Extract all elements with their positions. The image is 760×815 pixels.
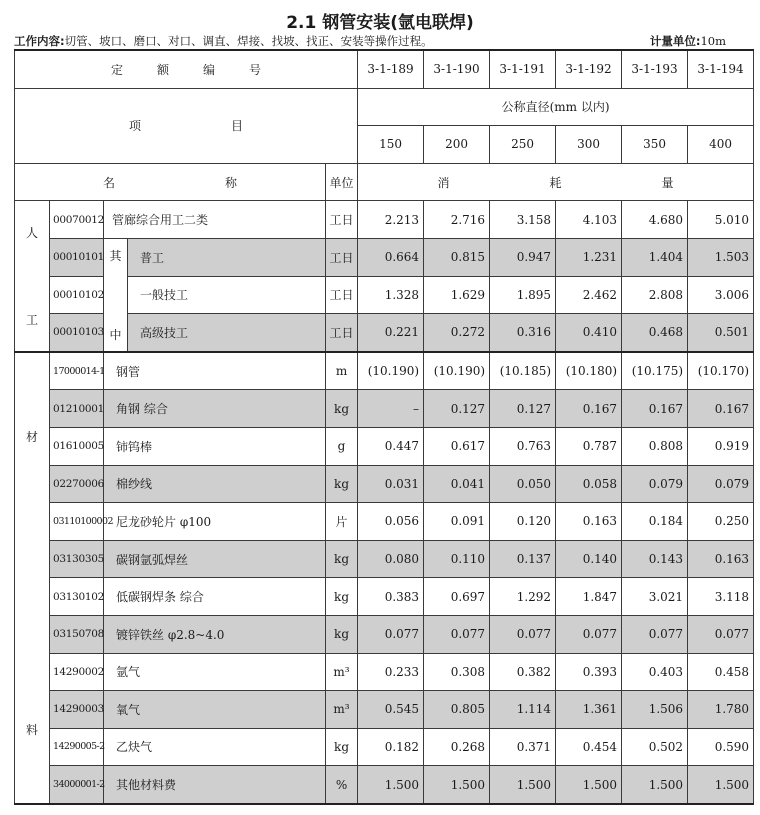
sub-char: 中 (109, 327, 122, 342)
consumption-value: 0.410 (556, 314, 622, 352)
item-unit: m (326, 352, 358, 390)
work-content-label: 工作内容: (14, 34, 65, 48)
sub-char: 其 (109, 248, 122, 263)
consumption-value: 5.010 (688, 201, 754, 239)
consumption-value: 0.167 (688, 390, 754, 428)
item-name: 乙炔气 (104, 728, 326, 766)
consumption-value: 0.079 (688, 465, 754, 503)
material-row (15, 427, 754, 465)
consumption-value: 1.500 (556, 766, 622, 804)
consumption-value: 0.617 (424, 427, 490, 465)
item-unit: kg (326, 465, 358, 503)
unit-col-label: 单位 (326, 163, 358, 201)
consumption-value: 0.127 (490, 390, 556, 428)
consumption-value: 0.163 (556, 503, 622, 541)
material-row (15, 578, 754, 616)
item-unit: kg (326, 578, 358, 616)
consumption-value: 0.167 (622, 390, 688, 428)
consumption-value: 1.361 (556, 691, 622, 729)
consumption-value: 0.077 (358, 615, 424, 653)
material-row (15, 352, 754, 390)
material-row (15, 465, 754, 503)
consumption-value: 1.500 (622, 766, 688, 804)
consumption-value: 2.462 (556, 276, 622, 314)
consumption-value: 0.091 (424, 503, 490, 541)
quota-code: 3-1-190 (424, 50, 490, 88)
quota-code-row (15, 50, 754, 88)
consumption-value: 0.805 (424, 691, 490, 729)
consumption-value: 0.250 (688, 503, 754, 541)
item-unit: g (326, 427, 358, 465)
consumption-value: 0.393 (556, 653, 622, 691)
consumption-value: 3.118 (688, 578, 754, 616)
measure-unit (650, 33, 726, 49)
material-row (15, 766, 754, 804)
consumption-value: 0.080 (358, 540, 424, 578)
material-row (15, 615, 754, 653)
consumption-value: 1.780 (688, 691, 754, 729)
item-name: 碳钢氩弧焊丝 (104, 540, 326, 578)
consumption-value: 0.383 (358, 578, 424, 616)
item-name: 钢管 (104, 352, 326, 390)
item-unit: 工日 (326, 276, 358, 314)
measure-unit-label: 计量单位: (649, 34, 701, 48)
consumption-value: 0.077 (622, 615, 688, 653)
consumption-value: 0.382 (490, 653, 556, 691)
consumption-value: 0.590 (688, 728, 754, 766)
work-content-text: 切管、坡口、磨口、对口、调直、焊接、找坡、找正、安装等操作过程。 (64, 34, 433, 48)
item-code: 03110100002 (50, 503, 104, 541)
consumption-value: 1.629 (424, 276, 490, 314)
material-row (15, 540, 754, 578)
consumption-value: 0.501 (688, 314, 754, 352)
item-unit: kg (326, 615, 358, 653)
consumption-value: 0.056 (358, 503, 424, 541)
quota-code: 3-1-193 (622, 50, 688, 88)
consumption-value: 1.500 (358, 766, 424, 804)
sub-group-label (104, 238, 128, 351)
consumption-value: 1.895 (490, 276, 556, 314)
item-code: 00010101 (50, 238, 104, 276)
material-row (15, 728, 754, 766)
group-char: 工 (25, 313, 38, 328)
material-row (15, 691, 754, 729)
consumption-value: 0.545 (358, 691, 424, 729)
item-name: 氩气 (104, 653, 326, 691)
consumption-value: 2.716 (424, 201, 490, 239)
material-row (15, 653, 754, 691)
consumption-value: 0.041 (424, 465, 490, 503)
diameter-value: 300 (556, 126, 622, 164)
name-header-row (15, 163, 754, 201)
consumption-value: 0.077 (688, 615, 754, 653)
consumption-value: 0.447 (358, 427, 424, 465)
group-char: 料 (25, 722, 38, 737)
consumption-value: 0.371 (490, 728, 556, 766)
measure-unit-value: 10m (700, 34, 726, 48)
consumption-value: 0.182 (358, 728, 424, 766)
consumption-value: 1.404 (622, 238, 688, 276)
diameter-value: 250 (490, 126, 556, 164)
material-row (15, 390, 754, 428)
consumption-value: 0.664 (358, 238, 424, 276)
item-name: 氧气 (104, 691, 326, 729)
consumption-value: 1.847 (556, 578, 622, 616)
consumption-value: 0.058 (556, 465, 622, 503)
consumption-value: 1.500 (688, 766, 754, 804)
item-name: 普工 (128, 238, 326, 276)
consumption-value: 0.454 (556, 728, 622, 766)
quota-code: 3-1-192 (556, 50, 622, 88)
consumption-label: 消 耗 量 (358, 163, 754, 201)
consumption-value: 3.006 (688, 276, 754, 314)
consumption-value: 0.077 (490, 615, 556, 653)
consumption-value: (10.190) (358, 352, 424, 390)
item-code: 01610005 (50, 427, 104, 465)
item-unit: m³ (326, 691, 358, 729)
consumption-value: 2.808 (622, 276, 688, 314)
consumption-value: 1.500 (424, 766, 490, 804)
item-name: 一般技工 (128, 276, 326, 314)
consumption-value: 0.502 (622, 728, 688, 766)
item-code: 00070012 (50, 201, 104, 239)
consumption-value: 0.031 (358, 465, 424, 503)
consumption-value: 0.137 (490, 540, 556, 578)
item-code: 17000014-1 (50, 352, 104, 390)
quota-code: 3-1-189 (358, 50, 424, 88)
consumption-value: 0.808 (622, 427, 688, 465)
consumption-value: 0.143 (622, 540, 688, 578)
consumption-value: 4.103 (556, 201, 622, 239)
consumption-value: 0.403 (622, 653, 688, 691)
item-unit: % (326, 766, 358, 804)
consumption-value: (10.170) (688, 352, 754, 390)
quota-table (14, 49, 754, 805)
item-unit: kg (326, 728, 358, 766)
item-name: 铈钨棒 (104, 427, 326, 465)
quota-code: 3-1-194 (688, 50, 754, 88)
consumption-value: 0.050 (490, 465, 556, 503)
item-name: 棉纱线 (104, 465, 326, 503)
consumption-value: 0.127 (424, 390, 490, 428)
group-char: 材 (25, 429, 38, 444)
consumption-value: (10.180) (556, 352, 622, 390)
consumption-value: 0.316 (490, 314, 556, 352)
item-unit: 片 (326, 503, 358, 541)
item-name: 角钢 综合 (104, 390, 326, 428)
consumption-value: (10.175) (622, 352, 688, 390)
diameter-value: 200 (424, 126, 490, 164)
consumption-value: 0.120 (490, 503, 556, 541)
consumption-value: 0.221 (358, 314, 424, 352)
consumption-value: 0.163 (688, 540, 754, 578)
consumption-value: 0.458 (688, 653, 754, 691)
consumption-value: 3.021 (622, 578, 688, 616)
consumption-value: 1.503 (688, 238, 754, 276)
item-code: 03130102 (50, 578, 104, 616)
item-code: 02270006 (50, 465, 104, 503)
consumption-value: 1.328 (358, 276, 424, 314)
consumption-value: 0.077 (424, 615, 490, 653)
diameter-title-row (15, 88, 754, 126)
item-name: 尼龙砂轮片 φ100 (104, 503, 326, 541)
page-title: 2.1 钢管安装(氩电联焊) (286, 13, 474, 33)
labor-group-label (15, 201, 50, 352)
consumption-value: 1.506 (622, 691, 688, 729)
consumption-value: 1.114 (490, 691, 556, 729)
item-name: 镀锌铁丝 φ2.8~4.0 (104, 615, 326, 653)
material-row (15, 503, 754, 541)
item-code: 03150708 (50, 615, 104, 653)
item-code: 14290005-2 (50, 728, 104, 766)
consumption-value: 0.079 (622, 465, 688, 503)
consumption-value: 0.167 (556, 390, 622, 428)
diameter-label: 公称直径(mm 以内) (358, 88, 754, 126)
consumption-value: – (358, 390, 424, 428)
consumption-value: 0.308 (424, 653, 490, 691)
name-label-cell: 名 称 (15, 163, 326, 201)
material-group-label (15, 352, 50, 804)
item-name: 低碳钢焊条 综合 (104, 578, 326, 616)
consumption-value: 0.763 (490, 427, 556, 465)
consumption-value: 0.184 (622, 503, 688, 541)
labor-row (15, 201, 754, 239)
consumption-value: 0.947 (490, 238, 556, 276)
consumption-value: 2.213 (358, 201, 424, 239)
item-code: 00010102 (50, 276, 104, 314)
consumption-value: 4.680 (622, 201, 688, 239)
item-code: 01210001 (50, 390, 104, 428)
consumption-value: 0.140 (556, 540, 622, 578)
consumption-value: 0.787 (556, 427, 622, 465)
item-label-cell: 项 目 (15, 88, 358, 163)
consumption-value: 0.077 (556, 615, 622, 653)
labor-row (15, 238, 754, 276)
item-name: 高级技工 (128, 314, 326, 352)
consumption-value: 0.919 (688, 427, 754, 465)
item-code: 03130305 (50, 540, 104, 578)
item-unit: kg (326, 390, 358, 428)
item-unit: m³ (326, 653, 358, 691)
item-code: 34000001-2 (50, 766, 104, 804)
consumption-value: 0.268 (424, 728, 490, 766)
consumption-value: 0.272 (424, 314, 490, 352)
consumption-value: 0.697 (424, 578, 490, 616)
work-content (14, 33, 433, 49)
consumption-value: 0.110 (424, 540, 490, 578)
item-code: 14290002 (50, 653, 104, 691)
quota-label-cell: 定 额 编 号 (15, 50, 358, 88)
consumption-value: 0.233 (358, 653, 424, 691)
item-name: 管廊综合用工二类 (104, 201, 326, 239)
diameter-value: 350 (622, 126, 688, 164)
diameter-value: 400 (688, 126, 754, 164)
group-char: 人 (25, 226, 38, 241)
item-code: 00010103 (50, 314, 104, 352)
quota-code: 3-1-191 (490, 50, 556, 88)
item-unit: 工日 (326, 238, 358, 276)
consumption-value: 1.500 (490, 766, 556, 804)
diameter-value: 150 (358, 126, 424, 164)
item-name: 其他材料费 (104, 766, 326, 804)
consumption-value: 3.158 (490, 201, 556, 239)
consumption-value: 1.292 (490, 578, 556, 616)
consumption-value: (10.190) (424, 352, 490, 390)
item-unit: 工日 (326, 201, 358, 239)
consumption-value: 1.231 (556, 238, 622, 276)
consumption-value: 0.815 (424, 238, 490, 276)
item-code: 14290003 (50, 691, 104, 729)
item-unit: kg (326, 540, 358, 578)
consumption-value: (10.185) (490, 352, 556, 390)
consumption-value: 0.468 (622, 314, 688, 352)
item-unit: 工日 (326, 314, 358, 352)
